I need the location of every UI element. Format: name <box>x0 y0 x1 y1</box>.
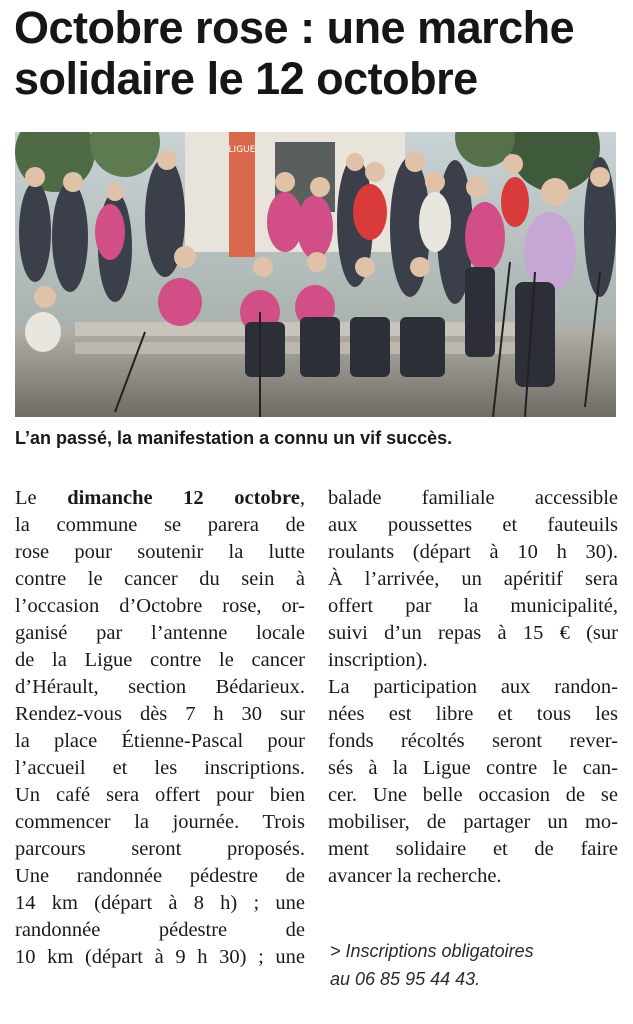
lead-line <box>15 485 305 512</box>
article-column-right <box>328 485 618 890</box>
body-line: La participation aux randon- <box>328 676 618 698</box>
body-line: nées est libre et tous les <box>328 703 618 725</box>
body-line: Rendez-vous dès 7 h 30 sur <box>15 703 305 725</box>
body-line: rose pour soutenir la lutte <box>15 541 305 563</box>
lead-date: dimanche 12 octobre <box>67 487 300 509</box>
body-line: roulants (départ à 10 h 30). <box>328 541 618 563</box>
registration-note <box>330 937 620 993</box>
group-photo <box>15 132 616 417</box>
group-photo-illustration <box>15 132 616 417</box>
body-line: Une randonnée pédestre de <box>15 865 305 887</box>
lead-punct: , <box>299 487 305 509</box>
headline-line-1: Octobre rose : une marche <box>14 2 575 53</box>
body-line: commencer la journée. Trois <box>15 811 305 833</box>
body-line: ment solidaire et de faire <box>328 838 618 860</box>
body-line: À l’arrivée, un apéritif sera <box>328 568 618 590</box>
body-line: randonnée pédestre de <box>15 919 305 941</box>
body-line: cer. Une belle occasion de se <box>328 784 618 806</box>
banner-text: LIGUE <box>228 145 256 155</box>
body-line: ganisé par l’antenne locale <box>15 622 305 644</box>
headline-line-2: solidaire le 12 octobre <box>14 53 478 104</box>
body-line: balade familiale accessible <box>328 487 618 509</box>
body-line: l’occasion d’Octobre rose, or- <box>15 595 305 617</box>
body-line: contre le cancer du sein à <box>15 568 305 590</box>
article-headline <box>14 2 624 104</box>
body-line: inscription). <box>328 649 428 671</box>
body-line: avancer la recherche. <box>328 865 502 887</box>
note-line-1: > Inscriptions obligatoires <box>330 941 534 961</box>
body-line: suivi d’un repas à 15 € (sur <box>328 622 618 644</box>
body-line: Un café sera offert pour bien <box>15 784 305 806</box>
body-line: sés à la Ligue contre le can- <box>328 757 618 779</box>
body-line: offert par la municipalité, <box>328 595 618 617</box>
body-line: l’accueil et les inscriptions. <box>15 757 305 779</box>
photo-caption: L’an passé, la manifestation a connu un vif succès. <box>15 428 453 448</box>
article-column-left <box>15 485 305 971</box>
body-line: mobiliser, de partager un mo- <box>328 811 618 833</box>
body-line: de la Ligue contre le cancer <box>15 649 305 671</box>
body-line: 10 km (départ à 9 h 30) ; une <box>15 946 305 968</box>
body-line: aux poussettes et fauteuils <box>328 514 618 536</box>
body-line: d’Hérault, section Bédarieux. <box>15 676 305 698</box>
note-phone: au 06 85 95 44 43. <box>330 969 481 989</box>
body-line: fonds récoltés seront rever- <box>328 730 618 752</box>
body-line: la commune se parera de <box>15 514 305 536</box>
body-line: parcours seront proposés. <box>15 838 305 860</box>
body-line: 14 km (départ à 8 h) ; une <box>15 892 305 914</box>
body-line: la place Étienne-Pascal pour <box>15 730 305 752</box>
lead-word: Le <box>15 487 68 509</box>
